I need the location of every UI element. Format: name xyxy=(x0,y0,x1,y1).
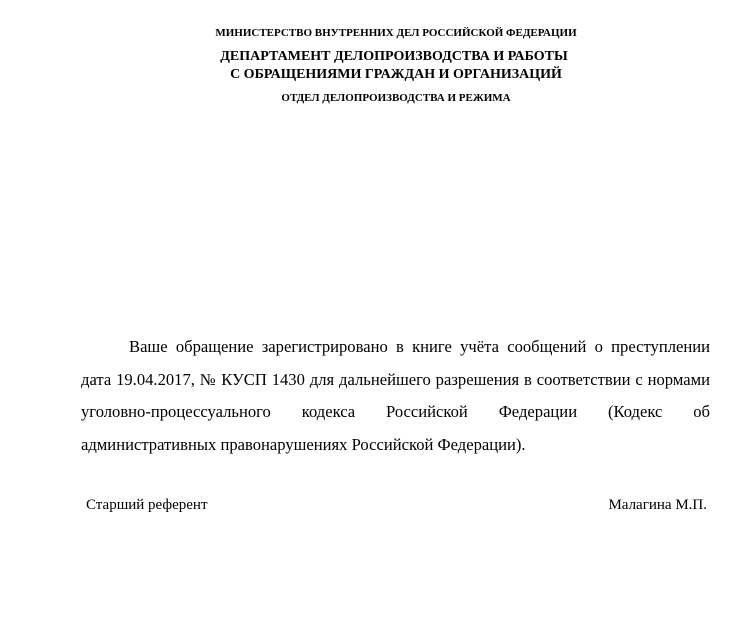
signer-position: Старший референт xyxy=(86,497,208,513)
ministry-title: МИНИСТЕРСТВО ВНУТРЕННИХ ДЕЛ РОССИЙСКОЙ ФЕДЕРАЦИИ xyxy=(215,27,577,39)
signature-row xyxy=(86,497,707,514)
department-title-line2: С ОБРАЩЕНИЯМИ ГРАЖДАН И ОРГАНИЗАЦИЙ xyxy=(230,67,562,82)
notice-paragraph: Ваше обращение зарегистрировано в книге учёта сообщений о преступлении дата 19.04.2017, № КУСП 1430 для дальнейшего разрешения в соответствии с нормами уголовно-процессуального кодекса Российской Федерации (Кодекс об административных правонарушениях Российской Федерации). xyxy=(81,337,710,454)
signer-name: Малагина М.П. xyxy=(608,497,707,513)
division-title: ОТДЕЛ ДЕЛОПРОИЗВОДСТВА И РЕЖИМА xyxy=(281,92,511,104)
department-title-line1: ДЕПАРТАМЕНТ ДЕЛОПРОИЗВОДСТВА И РАБОТЫ xyxy=(220,49,568,64)
